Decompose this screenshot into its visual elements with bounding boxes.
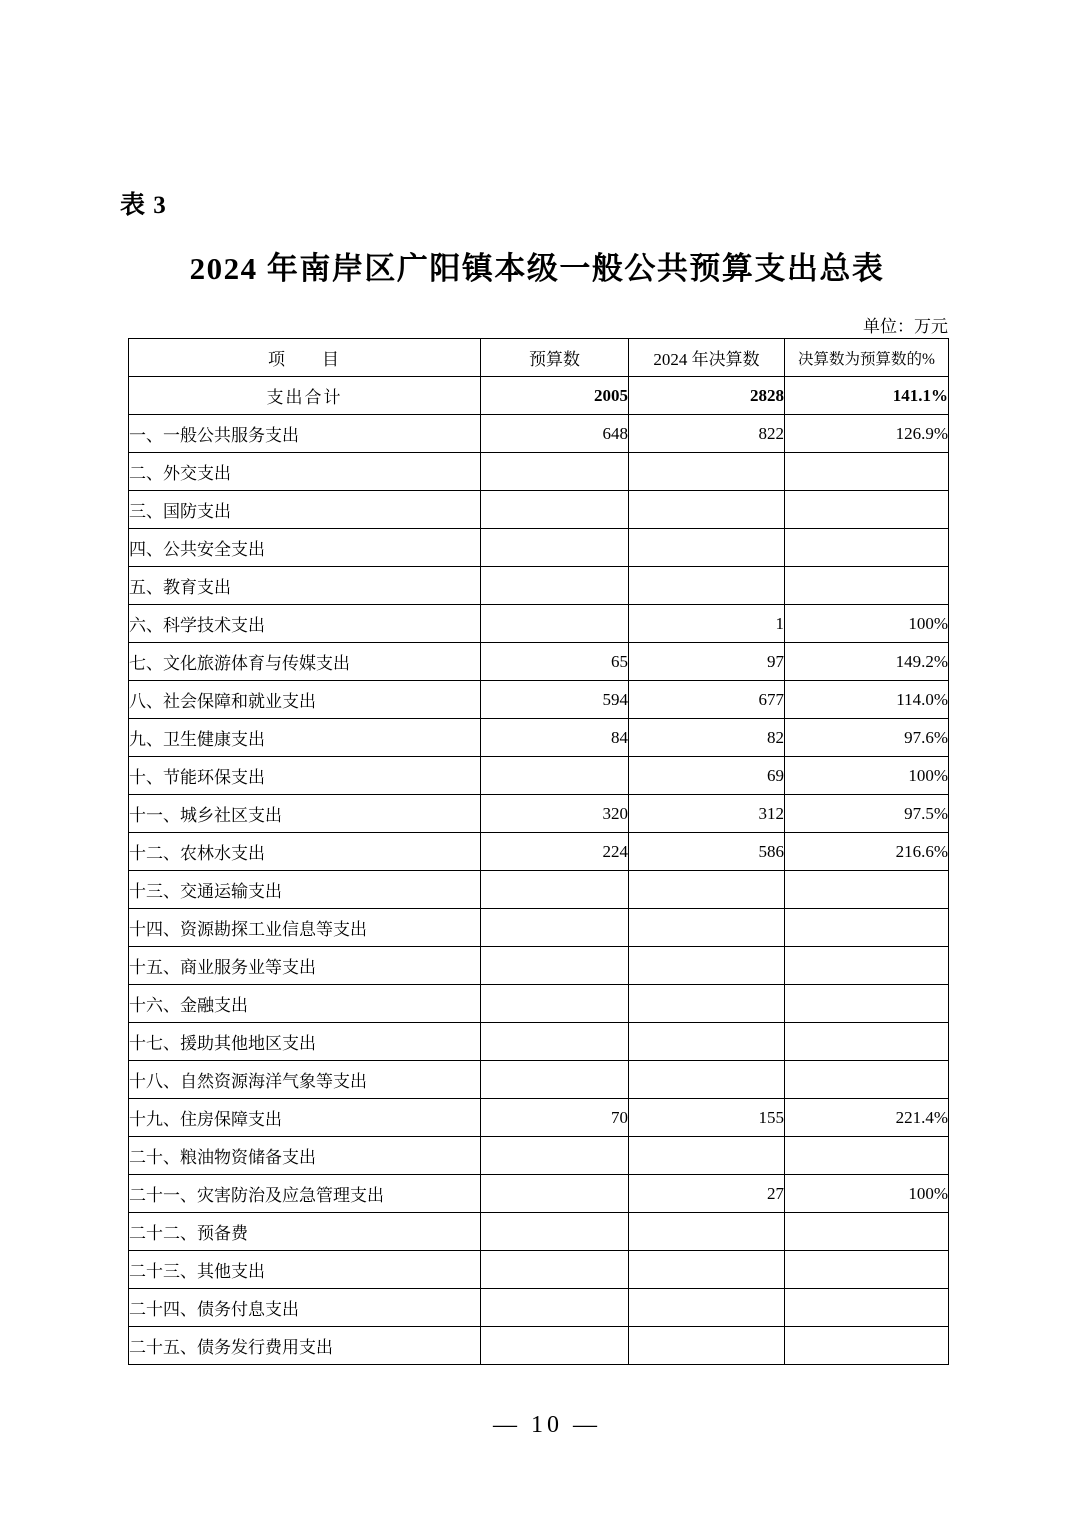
total-row-percent: 141.1% <box>785 377 949 415</box>
row-label: 十四、资源勘探工业信息等支出 <box>129 909 481 947</box>
row-label: 二十二、预备费 <box>129 1213 481 1251</box>
column-header-budget: 预算数 <box>481 339 629 377</box>
row-percent <box>785 985 949 1023</box>
row-final: 822 <box>629 415 785 453</box>
row-percent <box>785 1251 949 1289</box>
row-final: 69 <box>629 757 785 795</box>
row-budget: 320 <box>481 795 629 833</box>
table-row <box>129 757 949 795</box>
page-title: 2024 年南岸区广阳镇本级一般公共预算支出总表 <box>189 251 885 286</box>
row-label: 十五、商业服务业等支出 <box>129 947 481 985</box>
row-label: 四、公共安全支出 <box>129 529 481 567</box>
row-percent <box>785 1061 949 1099</box>
row-percent: 97.5% <box>785 795 949 833</box>
row-final <box>629 453 785 491</box>
row-budget: 65 <box>481 643 629 681</box>
table-row <box>129 871 949 909</box>
table-row <box>129 643 949 681</box>
row-budget <box>481 567 629 605</box>
row-label: 二十三、其他支出 <box>129 1251 481 1289</box>
row-final <box>629 1137 785 1175</box>
row-percent: 100% <box>785 1175 949 1213</box>
row-final <box>629 1061 785 1099</box>
row-percent <box>785 1289 949 1327</box>
table-row <box>129 491 949 529</box>
column-header-item: 项 目 <box>129 339 481 377</box>
row-label: 十二、农林水支出 <box>129 833 481 871</box>
row-final <box>629 1251 785 1289</box>
total-row-budget: 2005 <box>481 377 629 415</box>
table-row <box>129 795 949 833</box>
row-final: 82 <box>629 719 785 757</box>
column-header-percent: 决算数为预算数的% <box>785 339 949 377</box>
row-label: 十一、城乡社区支出 <box>129 795 481 833</box>
row-final <box>629 947 785 985</box>
row-final: 1 <box>629 605 785 643</box>
row-final <box>629 909 785 947</box>
row-budget <box>481 605 629 643</box>
row-final: 155 <box>629 1099 785 1137</box>
row-percent: 221.4% <box>785 1099 949 1137</box>
row-percent <box>785 529 949 567</box>
row-final <box>629 1213 785 1251</box>
row-label: 十三、交通运输支出 <box>129 871 481 909</box>
table-row <box>129 681 949 719</box>
row-percent: 149.2% <box>785 643 949 681</box>
row-budget <box>481 529 629 567</box>
row-budget <box>481 1251 629 1289</box>
unit-note: 单位：万元 <box>863 317 948 336</box>
row-budget <box>481 491 629 529</box>
row-final <box>629 1023 785 1061</box>
row-budget: 84 <box>481 719 629 757</box>
row-budget: 70 <box>481 1099 629 1137</box>
row-percent <box>785 1213 949 1251</box>
table-body <box>129 377 949 1365</box>
table-header-row <box>129 339 949 377</box>
row-label: 二十四、债务付息支出 <box>129 1289 481 1327</box>
row-final <box>629 529 785 567</box>
total-row-final: 2828 <box>629 377 785 415</box>
row-percent <box>785 453 949 491</box>
table-row <box>129 1251 949 1289</box>
row-label: 六、科学技术支出 <box>129 605 481 643</box>
row-budget <box>481 1023 629 1061</box>
row-percent: 100% <box>785 605 949 643</box>
row-percent: 114.0% <box>785 681 949 719</box>
row-budget: 648 <box>481 415 629 453</box>
row-percent <box>785 909 949 947</box>
row-label: 五、教育支出 <box>129 567 481 605</box>
row-budget: 594 <box>481 681 629 719</box>
row-final <box>629 1327 785 1365</box>
row-final: 27 <box>629 1175 785 1213</box>
row-label: 十八、自然资源海洋气象等支出 <box>129 1061 481 1099</box>
row-budget <box>481 1213 629 1251</box>
row-label: 十、节能环保支出 <box>129 757 481 795</box>
row-final <box>629 871 785 909</box>
table-row <box>129 947 949 985</box>
row-percent: 100% <box>785 757 949 795</box>
row-budget <box>481 1289 629 1327</box>
row-percent <box>785 1023 949 1061</box>
row-label: 七、文化旅游体育与传媒支出 <box>129 643 481 681</box>
table-row <box>129 1099 949 1137</box>
row-percent: 97.6% <box>785 719 949 757</box>
row-budget <box>481 871 629 909</box>
row-percent <box>785 947 949 985</box>
row-final <box>629 985 785 1023</box>
table-row <box>129 1213 949 1251</box>
row-label: 九、卫生健康支出 <box>129 719 481 757</box>
row-percent <box>785 871 949 909</box>
table-row <box>129 985 949 1023</box>
row-label: 二十五、债务发行费用支出 <box>129 1327 481 1365</box>
table-row <box>129 415 949 453</box>
row-percent <box>785 1327 949 1365</box>
table-row <box>129 453 949 491</box>
row-percent <box>785 567 949 605</box>
total-row-label: 支出合计 <box>129 377 481 415</box>
row-budget <box>481 1175 629 1213</box>
table-row-total <box>129 377 949 415</box>
row-budget <box>481 1137 629 1175</box>
row-budget <box>481 985 629 1023</box>
table-row <box>129 1175 949 1213</box>
row-label: 二、外交支出 <box>129 453 481 491</box>
row-label: 三、国防支出 <box>129 491 481 529</box>
row-label: 十七、援助其他地区支出 <box>129 1023 481 1061</box>
table-row <box>129 529 949 567</box>
row-budget <box>481 757 629 795</box>
row-final <box>629 1289 785 1327</box>
row-budget <box>481 909 629 947</box>
table-row <box>129 1023 949 1061</box>
budget-expenditure-table <box>128 338 949 1365</box>
row-final <box>629 491 785 529</box>
row-label: 一、一般公共服务支出 <box>129 415 481 453</box>
row-budget <box>481 947 629 985</box>
table-row <box>129 1289 949 1327</box>
row-label: 二十、粮油物资储备支出 <box>129 1137 481 1175</box>
row-budget: 224 <box>481 833 629 871</box>
table-row <box>129 1137 949 1175</box>
table-row <box>129 833 949 871</box>
row-label: 十六、金融支出 <box>129 985 481 1023</box>
row-final: 312 <box>629 795 785 833</box>
row-label: 八、社会保障和就业支出 <box>129 681 481 719</box>
page-number: — 10 — <box>493 1412 601 1438</box>
row-percent <box>785 1137 949 1175</box>
table-row <box>129 567 949 605</box>
row-label: 二十一、灾害防治及应急管理支出 <box>129 1175 481 1213</box>
row-final: 97 <box>629 643 785 681</box>
row-percent: 216.6% <box>785 833 949 871</box>
row-final: 677 <box>629 681 785 719</box>
row-percent: 126.9% <box>785 415 949 453</box>
table-row <box>129 1327 949 1365</box>
table-label: 表 3 <box>120 192 167 219</box>
column-header-final: 2024 年决算数 <box>629 339 785 377</box>
table-row <box>129 909 949 947</box>
row-label: 十九、住房保障支出 <box>129 1099 481 1137</box>
table-row <box>129 1061 949 1099</box>
row-budget <box>481 1327 629 1365</box>
table-row <box>129 605 949 643</box>
row-budget <box>481 1061 629 1099</box>
table-row <box>129 719 949 757</box>
row-budget <box>481 453 629 491</box>
row-final: 586 <box>629 833 785 871</box>
row-percent <box>785 491 949 529</box>
row-final <box>629 567 785 605</box>
